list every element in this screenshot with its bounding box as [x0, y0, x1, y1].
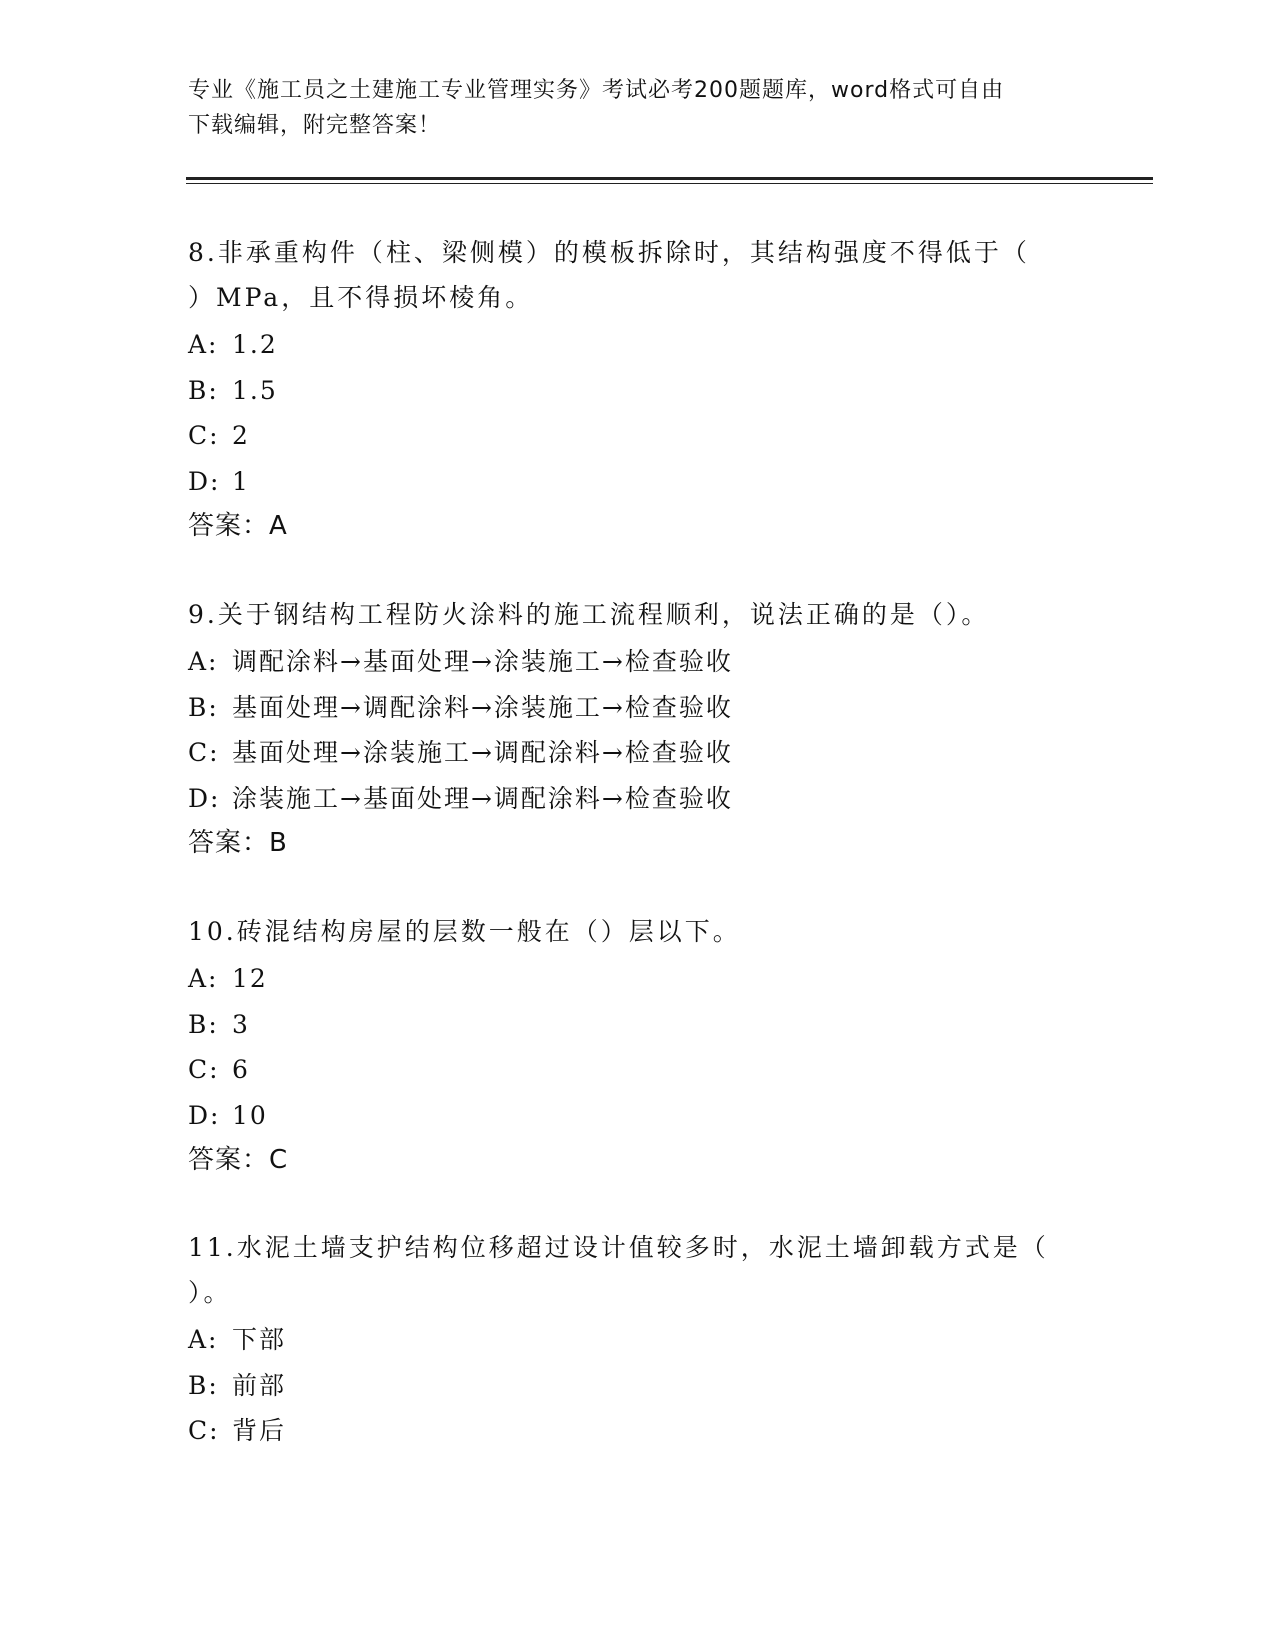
question-10 — [188, 908, 1088, 1183]
option-key: C: — [188, 738, 220, 767]
option-a — [188, 1317, 1088, 1363]
option-text: 基面处理→调配涂料→涂装施工→检查验收 — [232, 692, 733, 722]
option-key: C: — [188, 421, 220, 450]
option-a — [188, 639, 1088, 685]
option-text: 基面处理→涂装施工→调配涂料→检查验收 — [232, 738, 733, 767]
option-b — [188, 368, 1088, 414]
answer: 答案：A — [188, 511, 288, 541]
option-b — [188, 685, 1088, 731]
option-key: A: — [188, 964, 219, 993]
option-c — [188, 1047, 1088, 1093]
option-text: 调配涂料→基面处理→涂装施工→检查验收 — [232, 647, 733, 676]
option-a — [188, 956, 1088, 1002]
option-text: 1.2 — [232, 330, 278, 359]
option-c — [188, 1408, 1088, 1454]
option-text: 下部 — [232, 1325, 287, 1354]
option-key: A: — [188, 647, 219, 676]
option-key: D: — [188, 783, 221, 813]
option-b — [188, 1002, 1088, 1048]
option-text: 1 — [232, 466, 250, 496]
option-text: 1.5 — [232, 375, 278, 405]
question-text: 8.非承重构件（柱、梁侧模）的模板拆除时，其结构强度不得低于（ — [188, 238, 1030, 267]
option-key: D: — [188, 466, 221, 496]
option-key: B: — [188, 692, 219, 722]
option-d — [188, 1093, 1088, 1139]
option-c — [188, 413, 1088, 459]
question-text-continued: ）MPa，且不得损坏棱角。 — [188, 283, 534, 312]
question-9 — [188, 591, 1088, 866]
header-divider-thick — [186, 177, 1153, 180]
answer: 答案：C — [188, 1145, 289, 1175]
answer: 答案：B — [188, 828, 288, 858]
question-8 — [188, 229, 1088, 549]
header-divider-thin — [186, 183, 1153, 184]
option-text: 12 — [232, 964, 268, 993]
option-text: 背后 — [232, 1416, 287, 1445]
option-key: D: — [188, 1100, 221, 1130]
question-11 — [188, 1224, 1088, 1454]
option-text: 涂装施工→基面处理→调配涂料→检查验收 — [232, 783, 733, 813]
option-key: B: — [188, 375, 219, 405]
option-d — [188, 776, 1088, 822]
option-key: C: — [188, 1055, 220, 1084]
option-key: B: — [188, 1370, 219, 1400]
option-key: A: — [188, 330, 219, 359]
question-text: 9.关于钢结构工程防火涂料的施工流程顺利，说法正确的是（）。 — [188, 600, 990, 629]
option-key: B: — [188, 1009, 219, 1039]
option-text: 3 — [232, 1009, 250, 1039]
question-text: 10.砖混结构房屋的层数一般在（）层以下。 — [188, 917, 741, 946]
option-text: 10 — [232, 1100, 268, 1130]
option-d — [188, 459, 1088, 505]
option-text: 前部 — [232, 1370, 287, 1400]
option-key: C: — [188, 1416, 220, 1445]
header-line-1: 专业《施工员之土建施工专业管理实务》考试必考200题题库，word格式可自由 — [188, 78, 1005, 103]
option-b — [188, 1363, 1088, 1409]
option-key: A: — [188, 1325, 219, 1354]
question-text-continued: ）。 — [188, 1278, 232, 1307]
option-text: 2 — [232, 421, 250, 450]
document-header — [188, 73, 1088, 143]
header-line-2: 下载编辑，附完整答案！ — [188, 113, 442, 138]
option-c — [188, 730, 1088, 776]
option-a — [188, 322, 1088, 368]
option-text: 6 — [232, 1055, 250, 1084]
question-text: 11.水泥土墙支护结构位移超过设计值较多时，水泥土墙卸载方式是（ — [188, 1233, 1049, 1262]
